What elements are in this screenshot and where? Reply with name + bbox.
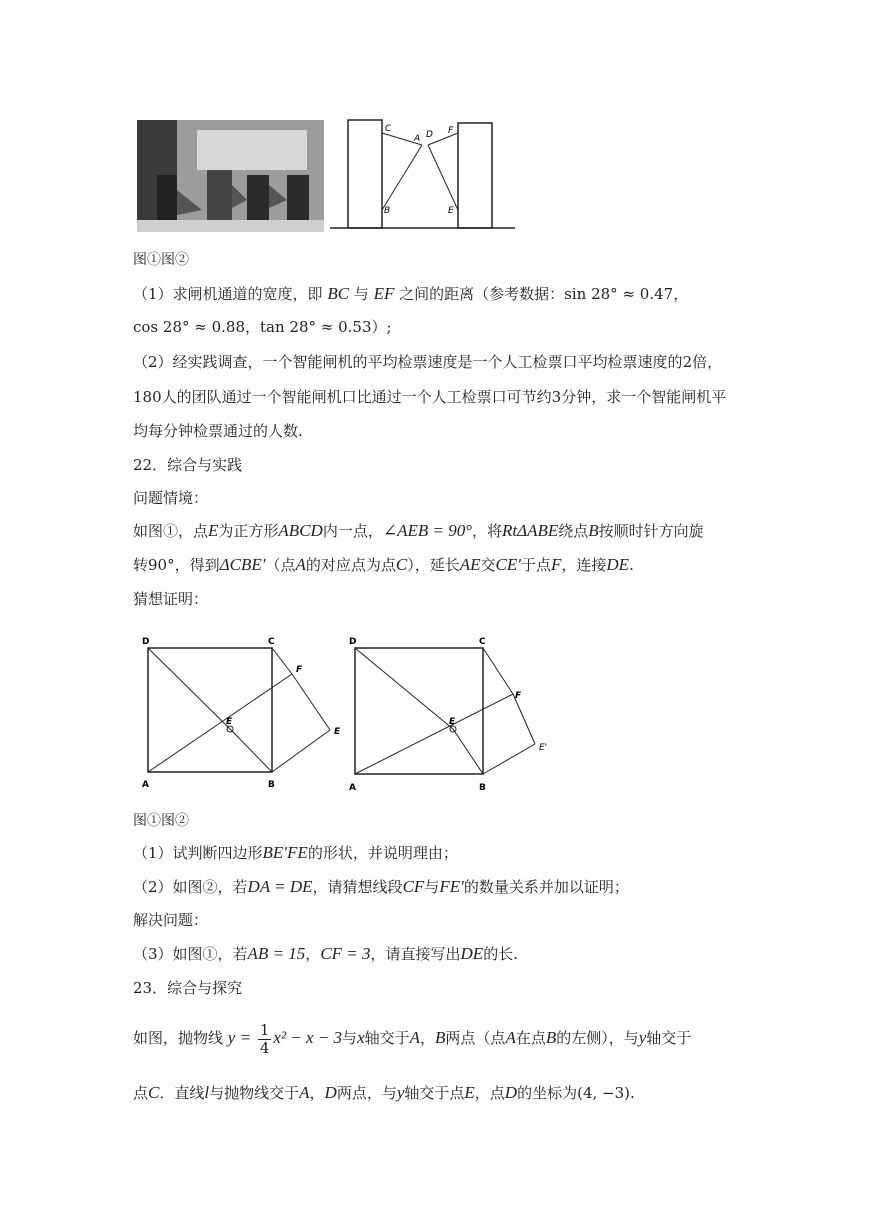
gate-label-D: D [426,130,433,140]
sq2-label-D: D [349,637,357,647]
q22-title: 22．综合与实践 [133,456,243,474]
sq2-label-F: F [515,691,522,701]
sq1-label-B: B [268,780,275,790]
q22-statement-line2: 转90°，得到ΔCBE′（点A的对应点为点C），延长AE交CE′于点F，连接DE. [133,555,634,574]
gate-label-F: F [448,126,454,136]
gate-photo [137,120,324,232]
sq2-label-Ep: E' [539,743,548,753]
sq2-label-E: E [449,717,456,727]
q22-conjecture: 猜想证明： [133,590,209,608]
sq1-label-D: D [142,637,150,647]
q22-q2: （2）如图②，若DA = DE，请猜想线段CF与FE′的数量关系并加以证明； [133,877,629,896]
gate-label-E: E [448,206,454,216]
sq1-label-A: A [142,780,149,790]
gate-label-A: A [414,134,421,144]
gate-label-B: B [384,206,391,216]
q22-situation: 问题情境： [133,489,209,507]
q23-line2: 点C．直线l与抛物线交于A，D两点，与y轴交于点E，点D的坐标为(4, −3). [133,1083,635,1102]
q22-q3: （3）如图①，若AB = 15，CF = 3，请直接写出DE的长. [133,944,518,963]
sq1-label-C: C [268,637,275,647]
figure-caption-1: 图①图② [133,252,189,268]
q21-part2-line1: （2）经实践调查，一个智能闸机的平均检票速度是一个人工检票口平均检票速度的2倍， [133,353,723,371]
sq2-label-C: C [479,637,486,647]
q21-part1-line2: cos 28° ≈ 0.88，tan 28° ≈ 0.53）; [133,318,392,336]
square-figure-2 [345,632,560,797]
figure-caption-2: 图①图② [133,813,189,829]
sq1-label-E: E [226,717,233,727]
q21-part1-line1: （1）求闸机通道的宽度，即 BC 与 EF 之间的距离（参考数据：sin 28° ≈ 0.47， [133,284,689,303]
gate-label-C: C [385,124,392,134]
q21-part2-line2: 180人的团队通过一个智能闸机口比通过一个人工检票口可节约3分钟，求一个智能闸机平 [133,388,727,406]
q22-solve: 解决问题： [133,911,209,929]
q21-part2-line3: 均每分钟检票通过的人数. [133,422,303,440]
sq1-label-Ep: E [334,727,341,737]
sq2-label-B: B [479,783,486,793]
gate-diagram [330,115,520,240]
q23-title: 23．综合与探究 [133,979,243,997]
sq2-label-A: A [349,783,356,793]
sq1-label-F: F [296,665,303,675]
fraction-one-quarter: $\frac{1}{4}$ [259,1020,270,1057]
q22-q1: （1）试判断四边形BE′FE的形状，并说明理由； [133,843,458,862]
square-figure-1 [138,632,348,797]
q23-line1: 如图，抛物线 y = $\frac{1}{4}$ x² − x − 3与x轴交于A，B两点（点A在点B的左侧），与y轴交于 [133,1020,692,1057]
q22-statement-line1: 如图①，点E为正方形ABCD内一点，∠AEB = 90°，将RtΔABE绕点B按顺时针方向旋 [133,521,704,540]
